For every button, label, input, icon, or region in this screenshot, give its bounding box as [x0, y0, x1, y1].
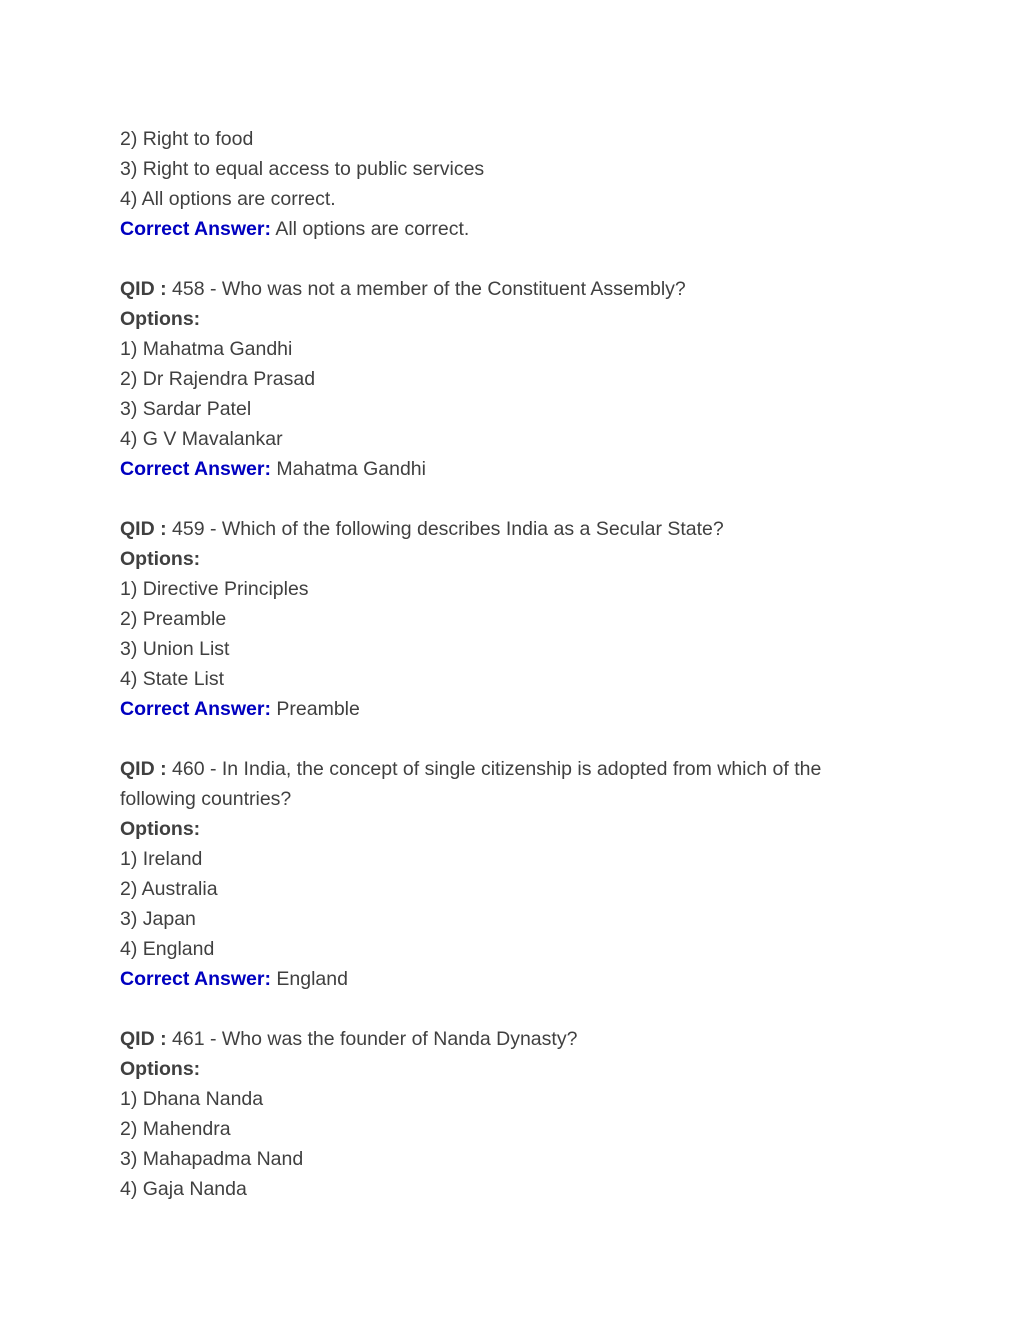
- correct-answer: [120, 214, 900, 244]
- question-text: QID : 459 - Which of the following describes India as a Secular State?: [120, 518, 724, 540]
- option-item: 2) Preamble: [120, 608, 227, 630]
- option-item: 4) All options are correct.: [120, 188, 336, 210]
- options-label: Options:: [120, 1058, 201, 1080]
- options-label: Options:: [120, 308, 201, 330]
- qid-label: QID :: [120, 758, 167, 780]
- option-item: 2) Australia: [120, 878, 218, 900]
- question-block-continued: [120, 124, 900, 244]
- correct-answer: [120, 964, 900, 994]
- question-text: QID : 461 - Who was the founder of Nanda Dynasty?: [120, 1028, 578, 1050]
- option-item: 1) Ireland: [120, 848, 203, 870]
- option-item: 3) Mahapadma Nand: [120, 1148, 304, 1170]
- correct-answer: [120, 454, 900, 484]
- option-item: 4) State List: [120, 668, 225, 690]
- option-item: 3) Right to equal access to public services: [120, 158, 485, 180]
- question-text: QID : 458 - Who was not a member of the Constituent Assembly?: [120, 278, 686, 300]
- qid-label: QID :: [120, 278, 167, 300]
- option-item: 3) Union List: [120, 638, 230, 660]
- answer-label: Correct Answer:: [120, 698, 271, 720]
- option-item: 3) Japan: [120, 908, 196, 930]
- options-label: Options:: [120, 548, 201, 570]
- answer-label: Correct Answer:: [120, 458, 271, 480]
- option-item: 2) Dr Rajendra Prasad: [120, 368, 316, 390]
- option-item: 4) Gaja Nanda: [120, 1178, 247, 1200]
- question-block-460: [120, 754, 900, 994]
- question-block-461: [120, 1024, 900, 1204]
- answer-text: Preamble: [270, 698, 360, 720]
- question-block-458: [120, 274, 900, 484]
- correct-answer: [120, 694, 900, 724]
- option-item: 4) G V Mavalankar: [120, 428, 283, 450]
- option-item: 4) England: [120, 938, 215, 960]
- option-item: 2) Mahendra: [120, 1118, 231, 1140]
- document-page: [120, 124, 900, 1204]
- option-item: 2) Right to food: [120, 128, 254, 150]
- answer-text: Mahatma Gandhi: [270, 458, 426, 480]
- question-text: QID : 460 - In India, the concept of single citizenship is adopted from which of the: [120, 758, 822, 780]
- qid-label: QID :: [120, 1028, 167, 1050]
- option-item: 3) Sardar Patel: [120, 398, 252, 420]
- answer-text: All options are correct.: [270, 218, 470, 240]
- qid-label: QID :: [120, 518, 167, 540]
- answer-label: Correct Answer:: [120, 218, 271, 240]
- option-item: 1) Dhana Nanda: [120, 1088, 264, 1110]
- question-block-459: [120, 514, 900, 724]
- option-item: 1) Mahatma Gandhi: [120, 338, 293, 360]
- answer-text: England: [270, 968, 348, 990]
- question-text-continued: following countries?: [120, 788, 292, 810]
- options-label: Options:: [120, 818, 201, 840]
- answer-label: Correct Answer:: [120, 968, 271, 990]
- option-item: 1) Directive Principles: [120, 578, 309, 600]
